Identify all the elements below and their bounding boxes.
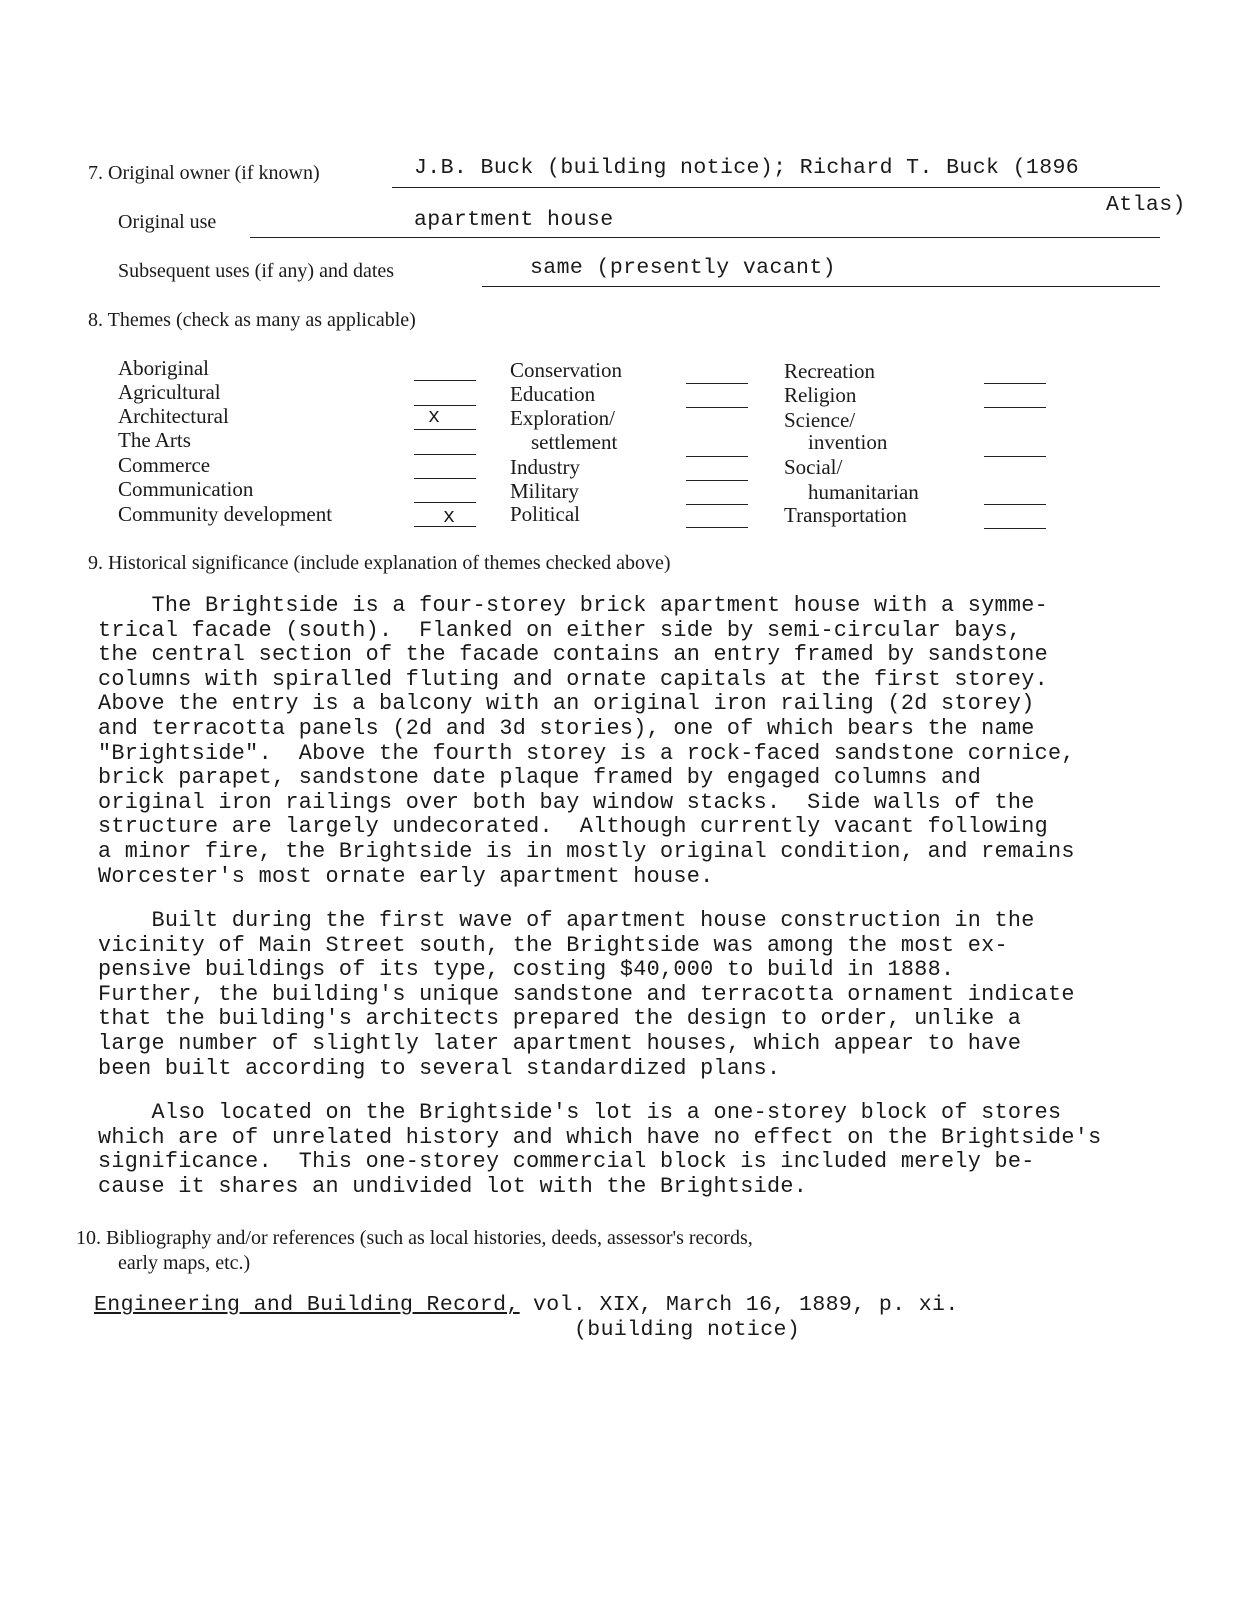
checkbox-blank[interactable]	[686, 504, 748, 505]
historical-paragraph-1: The Brightside is a four-storey brick apartment house with a symme- trical facade (south). Flanked on either side by semi-circular bays, the central section of the facade contains an entry framed by sandstone columns with spiralled fluting and ornate capitals at the first storey. Above the entry is a balcony with an original iron railing (2d storey) and terracotta panels (2d and 3d stories), one of which bears the name "Brightside". Above the fourth storey is a rock-faced sandstone cornice, brick parapet, sandstone date plaque framed by engaged columns and original iron railings over both bay window stacks. Side walls of the structure are largely undecorated. Although currently vacant following a minor fire, the Brightside is in mostly original condition, and remains Worcester's most ornate early apartment house.	[98, 593, 1075, 889]
subsequent-uses-value: same (presently vacant)	[530, 256, 836, 280]
check-mark-community-development: x	[443, 506, 456, 529]
checkbox-blank[interactable]	[414, 429, 476, 430]
original-use-line	[250, 237, 1160, 238]
original-use-label: Original use	[118, 211, 217, 233]
checkbox-blank[interactable]	[984, 407, 1046, 408]
theme-commerce: Commerce	[118, 453, 211, 477]
original-owner-value-continued: Atlas)	[1106, 193, 1186, 217]
original-use-value: apartment house	[414, 208, 614, 232]
checkbox-blank[interactable]	[686, 480, 748, 481]
checkbox-blank[interactable]	[686, 383, 748, 384]
original-owner-value: J.B. Buck (building notice); Richard T. Buck (1896	[414, 156, 1080, 180]
subsequent-uses-label: Subsequent uses (if any) and dates	[118, 260, 395, 282]
theme-military: Military	[510, 479, 579, 503]
themes-heading: 8. Themes (check as many as applicable)	[88, 309, 416, 331]
theme-political: Political	[510, 502, 580, 526]
theme-exploration-settlement: settlement	[531, 430, 618, 454]
checkbox-blank[interactable]	[686, 456, 748, 457]
historical-significance-heading: 9. Historical significance (include explanation of themes checked above)	[88, 552, 671, 574]
bibliography-heading-continued: early maps, etc.)	[118, 1252, 251, 1274]
checkbox-blank[interactable]	[414, 502, 476, 503]
historical-paragraph-2: Built during the first wave of apartment house construction in the vicinity of Main Street south, the Brightside was among the most ex- pensive buildings of its type, costing $40,000 to build in 1888. Further, the building's unique sandstone and terracotta ornament indicate that the building's architects prepared the design to order, unlike a large number of slightly later apartment houses, which appear to have been built according to several standardized plans.	[98, 908, 1075, 1081]
checkbox-blank[interactable]	[686, 527, 748, 528]
theme-social: Social/	[784, 455, 843, 479]
theme-community-development: Community development	[118, 502, 333, 526]
checkbox-blank[interactable]	[984, 504, 1046, 505]
theme-religion: Religion	[784, 383, 857, 407]
theme-recreation: Recreation	[784, 359, 875, 383]
historical-paragraph-3: Also located on the Brightside's lot is a one-storey block of stores which are of unrelated history and which have no effect on the Brightside's significance. This one-storey commercial block is included merely be- cause it shares an undivided lot with the Brightside.	[98, 1100, 1102, 1199]
subsequent-uses-line	[482, 286, 1160, 287]
checkbox-blank[interactable]	[984, 456, 1046, 457]
bibliography-reference	[94, 1293, 959, 1317]
check-mark-architectural: x	[428, 406, 441, 429]
checkbox-blank[interactable]	[414, 478, 476, 479]
checkbox-blank[interactable]	[984, 383, 1046, 384]
theme-architectural: Architectural	[118, 404, 229, 428]
theme-education: Education	[510, 382, 596, 406]
theme-social-humanitarian: humanitarian	[808, 480, 919, 504]
theme-aboriginal: Aboriginal	[118, 356, 209, 380]
theme-communication: Communication	[118, 477, 254, 501]
checkbox-blank[interactable]	[984, 528, 1046, 529]
original-owner-line	[392, 187, 1160, 188]
theme-conservation: Conservation	[510, 358, 622, 382]
reference-details: vol. XIX, March 16, 1889, p. xi.	[519, 1293, 959, 1317]
theme-science-invention: invention	[808, 430, 888, 454]
bibliography-heading: 10. Bibliography and/or references (such as local histories, deeds, assessor's records,	[76, 1227, 753, 1249]
theme-transportation: Transportation	[784, 503, 907, 527]
reference-title: Engineering and Building Record,	[94, 1293, 520, 1317]
theme-the-arts: The Arts	[118, 428, 191, 452]
theme-science: Science/	[784, 408, 856, 432]
checkbox-blank[interactable]	[686, 407, 748, 408]
reference-note: (building notice)	[574, 1318, 801, 1342]
theme-exploration: Exploration/	[510, 406, 615, 430]
checkbox-blank[interactable]	[414, 454, 476, 455]
original-owner-label: 7. Original owner (if known)	[88, 162, 320, 184]
theme-agricultural: Agricultural	[118, 380, 221, 404]
theme-industry: Industry	[510, 455, 580, 479]
checkbox-blank[interactable]	[414, 405, 476, 406]
checkbox-blank[interactable]	[414, 380, 476, 381]
